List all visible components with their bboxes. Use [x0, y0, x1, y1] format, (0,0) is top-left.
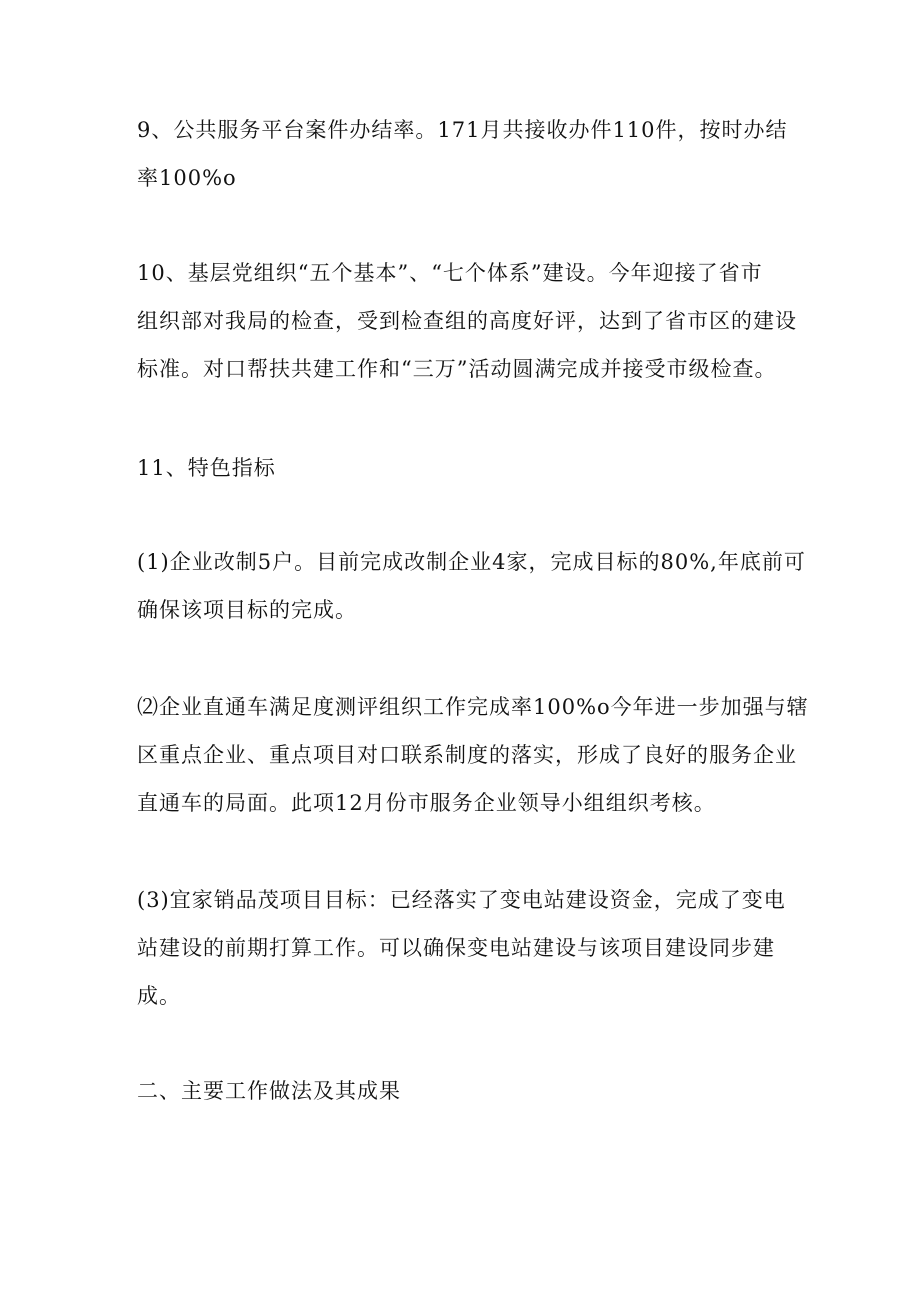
text-line: 10、基层党组织“五个基本”、“七个体系”建设。今年迎接了省市: [137, 261, 763, 285]
paragraph-10: [137, 249, 797, 393]
paragraph-11-3: [137, 876, 787, 1020]
text-line: 11、特色指标: [137, 456, 276, 480]
text-line: 率100%o: [137, 166, 237, 190]
text-line: 标准。对口帮扶共建工作和“三万”活动圆满完成并接受市级检查。: [137, 357, 777, 381]
text-line: 站建设的前期打算工作。可以确保变电站建设与该项目建设同步建: [137, 936, 775, 960]
text-line: 区重点企业、重点项目对口联系制度的落实，形成了良好的服务企业: [137, 743, 797, 767]
text-line: 直通车的局面。此项12月份市服务企业领导小组组织考核。: [137, 791, 716, 815]
paragraph-11-heading: [137, 444, 787, 492]
text-line: 成。: [137, 984, 181, 1008]
text-line: 二、主要工作做法及其成果: [137, 1079, 401, 1103]
section-heading-2: [137, 1067, 787, 1115]
paragraph-11-2: [137, 683, 809, 827]
text-line: 确保该项目标的完成。: [137, 598, 357, 622]
text-line: (1)企业改制5户。目前完成改制企业4家，完成目标的80%,年底前可: [137, 550, 806, 574]
text-line: 9、公共服务平台案件办结率。171月共接收办件110件，按时办结: [137, 118, 788, 142]
text-line: 组织部对我局的检查，受到检查组的高度好评，达到了省市区的建设: [137, 309, 797, 333]
paragraph-9: [137, 106, 787, 202]
text-line: ⑵企业直通车满足度测评组织工作完成率100%o今年进一步加强与辖: [137, 695, 809, 719]
text-line: (3)宜家销品茂项目目标：已经落实了变电站建设资金，完成了变电: [137, 888, 786, 912]
paragraph-11-1: [137, 538, 806, 634]
